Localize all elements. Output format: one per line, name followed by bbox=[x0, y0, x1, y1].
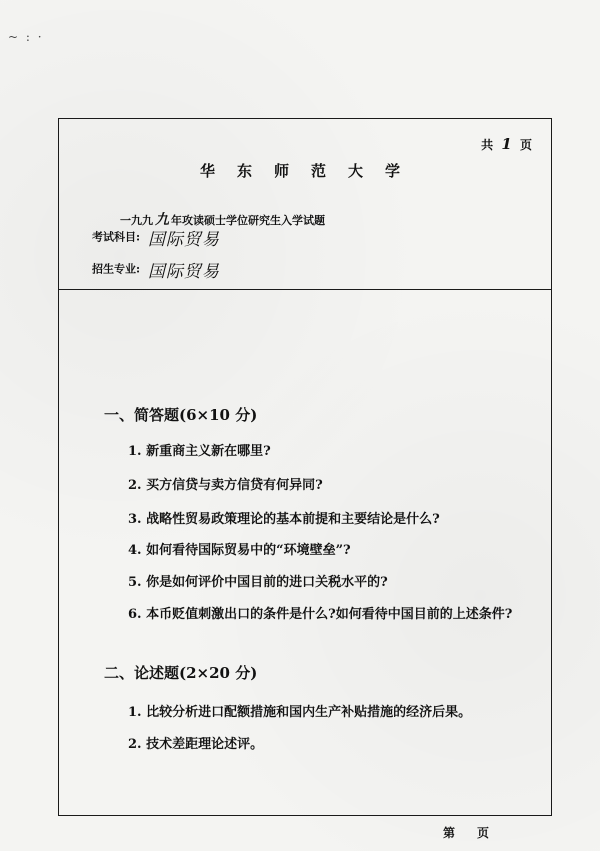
footer-page-number bbox=[443, 824, 511, 841]
major-value: 国际贸易 bbox=[147, 262, 220, 282]
section-title-short-answer: 一、简答题(6×10 分) bbox=[104, 406, 258, 424]
page-count bbox=[481, 135, 532, 153]
exam-subject-field bbox=[92, 225, 220, 250]
page-count-number: 1 bbox=[501, 135, 512, 153]
exam-year-handwritten: 九 bbox=[155, 212, 169, 228]
university-name: 华东师范大学 bbox=[199, 162, 422, 180]
question-1-3: 3. 战略性贸易政策理论的基本前提和主要结论是什么? bbox=[128, 512, 440, 527]
section-title-essay: 二、论述题(2×20 分) bbox=[104, 664, 258, 682]
footer-page-label-2: 页 bbox=[477, 826, 492, 840]
scan-corner-marks: ~ : · bbox=[8, 30, 44, 44]
question-1-5: 5. 你是如何评价中国目前的进口关税水平的? bbox=[128, 575, 388, 590]
question-1-4: 4. 如何看待国际贸易中的“环境壁垒”? bbox=[128, 543, 351, 558]
exam-year-post: 年攻读硕士学位研究生入学试题 bbox=[171, 214, 325, 227]
exam-year-pre: 一九九 bbox=[120, 214, 153, 227]
header-divider bbox=[58, 289, 552, 290]
page-count-suffix: 页 bbox=[519, 138, 532, 152]
page-count-prefix: 共 bbox=[481, 138, 494, 152]
subject-value: 国际贸易 bbox=[147, 230, 220, 250]
question-2-2: 2. 技术差距理论述评。 bbox=[128, 737, 264, 752]
question-1-1: 1. 新重商主义新在哪里? bbox=[128, 444, 271, 459]
footer-page-label-1: 第 bbox=[443, 826, 458, 840]
major-label: 招生专业: bbox=[92, 262, 141, 276]
question-1-6: 6. 本币贬值刺激出口的条件是什么?如何看待中国目前的上述条件? bbox=[128, 607, 513, 622]
question-1-2: 2. 买方信贷与卖方信贷有何异同? bbox=[128, 478, 323, 493]
exam-major-field bbox=[92, 257, 220, 282]
question-2-1: 1. 比较分析进口配额措施和国内生产补贴措施的经济后果。 bbox=[128, 705, 472, 720]
subject-label: 考试科目: bbox=[92, 230, 141, 244]
